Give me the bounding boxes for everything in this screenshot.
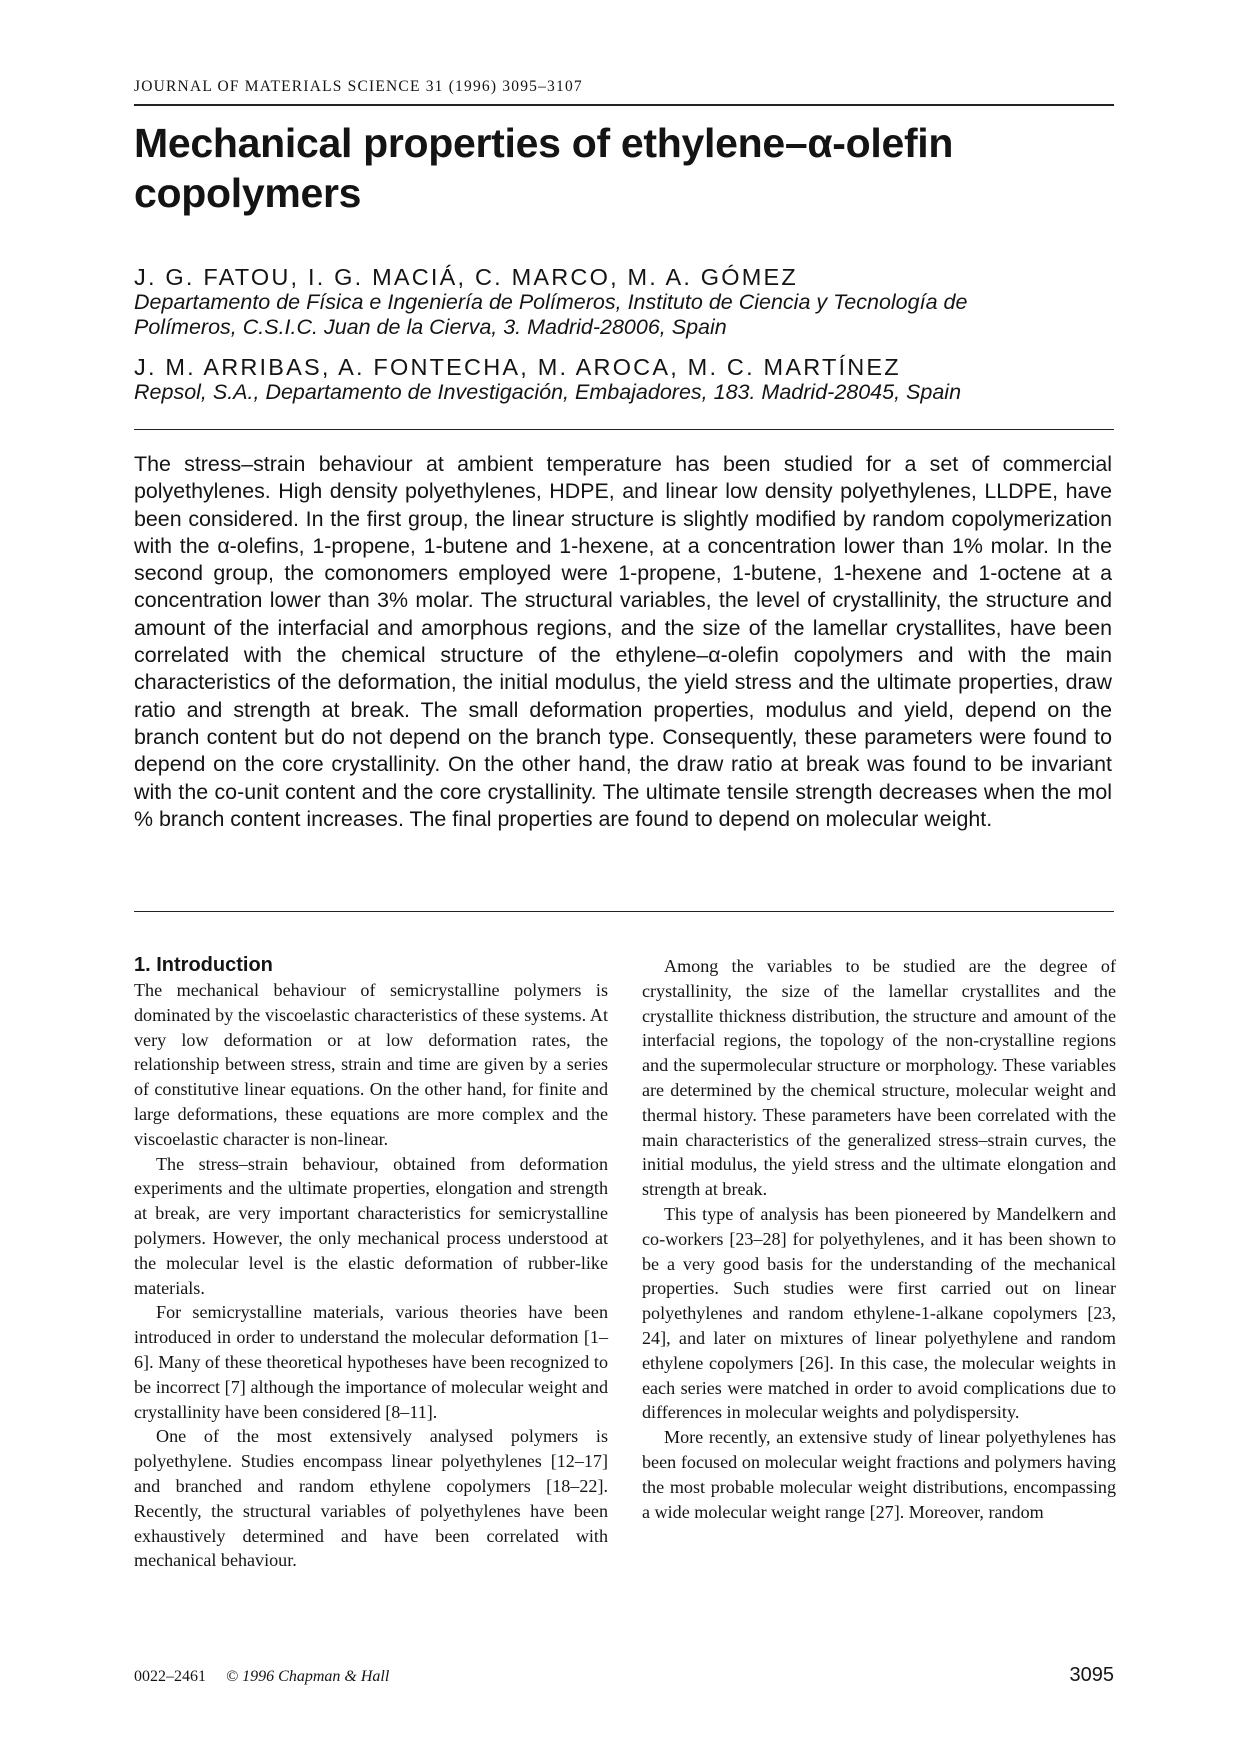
footer-publication-info [134, 1668, 389, 1686]
section-heading-introduction: 1. Introduction [134, 954, 273, 976]
paragraph: The stress–strain behaviour, obtained from deformation experiments and the ultimate properties, elongation and strength at break, are very important characteristics for semicrystalline polymers. However, the only mechanical process understood at the molecular level is the elastic deformation of rubber-like materials. [134, 1153, 608, 1298]
affiliation-1 [134, 290, 1114, 340]
affiliation-1-line-2: Polímeros, C.S.I.C. Juan de la Cierva, 3. Madrid-28006, Spain [134, 315, 727, 339]
title-line-2: copolymers [134, 170, 362, 216]
abstract: The stress–strain behaviour at ambient temperature has been studied for a set of commercial polyethylenes. High density polyethylenes, HDPE, and linear low density polyethylenes, LLDPE, have been considered. In the first group, the linear structure is slightly modified by random copolymerization with the α-olefins, 1-propene, 1-butene and 1-hexene, at a concentration lower than 1% molar. In the second group, the comonomers employed were 1-propene, 1-butene, 1-hexene and 1-octene at a concentration lower than 3% molar. The structural variables, the level of crystallinity, the structure and amount of the interfacial and amorphous regions, and the size of the lamellar crystallites, have been correlated with the chemical structure of the ethylene–α-olefin copolymers and with the main characteristics of the deformation, the initial modulus, the yield stress and the ultimate properties, draw ratio and strength at break. The small deformation properties, modulus and yield, depend on the branch content but do not depend on the branch type. Consequently, these parameters were found to depend on the core crystallinity. On the other hand, the draw ratio at break was found to be invariant with the co-unit content and the core crystallinity. The ultimate tensile strength decreases when the mol % branch content increases. The final properties are found to depend on molecular weight. [134, 452, 1112, 831]
abstract-top-rule [134, 429, 1114, 430]
paragraph: This type of analysis has been pioneered by Mandelkern and co-workers [23–28] for polyethylenes, and it has been shown to be a very good basis for the understanding of the mechanical properties. Such studies were first carried out on linear polyethylenes and random ethylene-1-alkane copolymers [23, 24], and later on mixtures of linear polyethylene and random ethylene copolymers [26]. In this case, the molecular weights in each series were matched in order to avoid complications due to differences in molecular weights and polydispersity. [642, 1203, 1116, 1423]
journal-header: JOURNAL OF MATERIALS SCIENCE 31 (1996) 3095–3107 [134, 78, 583, 95]
author-list-1: J. G. FATOU, I. G. MACIÁ, C. MARCO, M. A. GÓMEZ [134, 264, 798, 290]
header-rule [134, 104, 1114, 106]
paper-title [134, 118, 1094, 218]
left-column [134, 952, 608, 1573]
affiliation-2: Repsol, S.A., Departamento de Investigación, Embajadores, 183. Madrid-28045, Spain [134, 380, 962, 404]
affiliation-1-line-1: Departamento de Física e Ingeniería de Polímeros, Instituto de Ciencia y Tecnología de [134, 290, 968, 314]
issn: 0022–2461 [134, 1668, 206, 1685]
copyright: © 1996 Chapman & Hall [226, 1668, 390, 1685]
paragraph: More recently, an extensive study of linear polyethylenes has been focused on molecular weight fractions and polymers having the most probable molecular weight distributions, encompassing a wide molecular weight range [27]. Moreover, random [642, 1427, 1116, 1522]
abstract-bottom-rule [134, 911, 1114, 912]
page-number: 3095 [1069, 1664, 1114, 1686]
right-column [642, 954, 1116, 1524]
author-list-2: J. M. ARRIBAS, A. FONTECHA, M. AROCA, M. C. MARTÍNEZ [134, 354, 901, 380]
paragraph: The mechanical behaviour of semicrystalline polymers is dominated by the viscoelastic characteristics of these systems. At very low deformation or at low deformation rates, the relationship between stress, strain and time are given by a series of constitutive linear equations. On the other hand, for finite and large deformations, these equations are more complex and the viscoelastic character is non-linear. [134, 980, 608, 1149]
paragraph: One of the most extensively analysed polymers is polyethylene. Studies encompass linear polyethylenes [12–17] and branched and random ethylene copolymers [18–22]. Recently, the structural variables of polyethylenes have been exhaustively determined and have been correlated with mechanical behaviour. [134, 1426, 608, 1571]
paragraph: For semicrystalline materials, various theories have been introduced in order to understand the molecular deformation [1–6]. Many of these theoretical hypotheses have been recognized to be incorrect [7] although the importance of molecular weight and crystallinity have been considered [8–11]. [134, 1302, 608, 1422]
title-line-1: Mechanical properties of ethylene–α-olefin [134, 120, 954, 166]
paragraph: Among the variables to be studied are the degree of crystallinity, the size of the lamellar crystallites and the crystallite thickness distribution, the structure and amount of the interfacial regions, the topology of the non-crystalline regions and the supermolecular structure or morphology. These variables are determined by the chemical structure, molecular weight and thermal history. These parameters have been correlated with the main characteristics of the generalized stress–strain curves, the initial modulus, the yield stress and the ultimate elongation and strength at break. [642, 956, 1116, 1200]
